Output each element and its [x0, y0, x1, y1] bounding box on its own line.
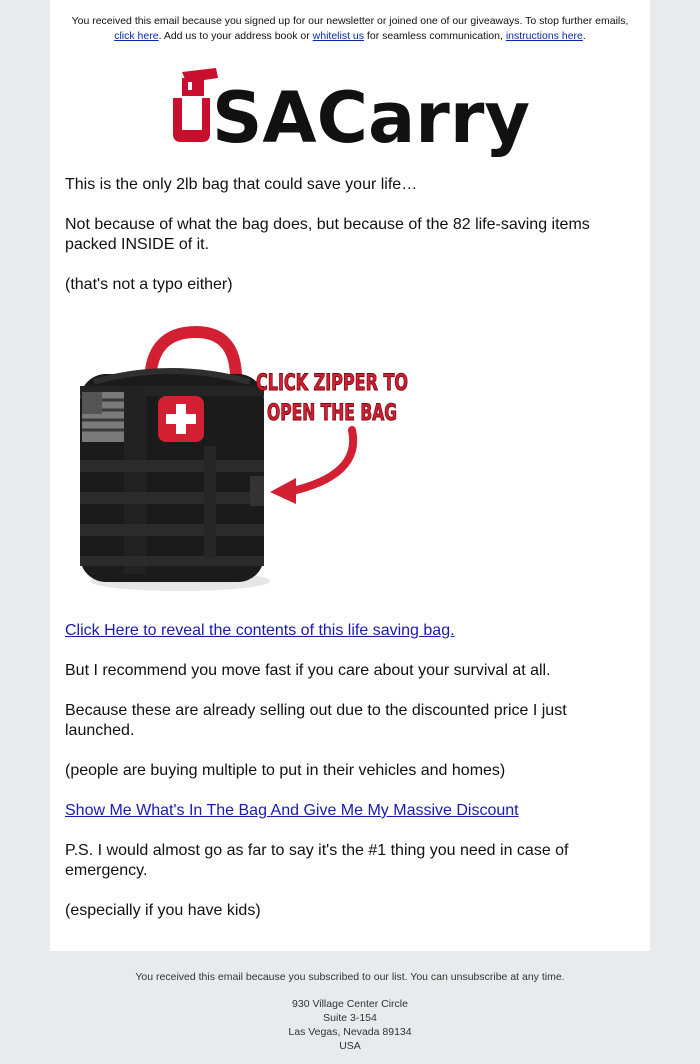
address-line: Las Vegas, Nevada 89134 [288, 1026, 412, 1038]
logo-wordmark: SACarry [212, 77, 530, 159]
red-arrow-icon [288, 430, 353, 492]
preheader-text: for seamless communication, [364, 29, 506, 42]
preheader-text: . [582, 29, 586, 42]
address-line: Suite 3-154 [323, 1012, 377, 1024]
zipper-caption-line2: OPEN THE BAG [267, 401, 397, 426]
whitelist-link[interactable]: whitelist us [312, 29, 365, 42]
bag-illustration [70, 326, 430, 598]
preheader-text: . Add us to your address book or [158, 29, 313, 42]
preheader-text: You received this email because you signed up for our newsletter or joined one of our giveaways. To stop further emails, [71, 15, 629, 27]
usacarry-logo[interactable] [170, 68, 532, 159]
buying-multiple-paragraph: (people are buying multiple to put in their vehicles and homes) [65, 762, 506, 779]
molle-strap [124, 388, 146, 574]
bag-product-image[interactable] [70, 326, 430, 598]
zipper-caption-line1: CLICK ZIPPER TO [256, 371, 408, 396]
selling-out-paragraph: Because these are already selling out due to the discounted price I just launched. [65, 702, 567, 739]
logo-graphic [170, 68, 532, 159]
move-fast-paragraph: But I recommend you move fast if you care about your survival at all. [65, 662, 551, 679]
intro-paragraph: This is the only 2lb bag that could save your life… [65, 176, 418, 193]
address-line: USA [339, 1040, 361, 1052]
kids-paragraph: (especially if you have kids) [65, 902, 261, 919]
reveal-contents-link[interactable]: Click Here to reveal the contents of this life saving bag. [65, 622, 455, 639]
typo-paragraph: (that's not a typo either) [65, 276, 233, 293]
preheader-notice [66, 14, 634, 43]
zipper-pull [250, 476, 264, 506]
footer-notice: You received this email because you subscribed to our list. You can unsubscribe at any time. [135, 971, 565, 983]
logo-pistol-icon [173, 98, 210, 142]
address-line: 930 Village Center Circle [292, 998, 408, 1010]
footer-address [50, 997, 650, 1053]
discount-link[interactable]: Show Me What's In The Bag And Give Me My Massive Discount [65, 802, 519, 819]
ps-paragraph: P.S. I would almost go as far to say it's the #1 thing you need in case of emergency. [65, 842, 569, 879]
items-paragraph: Not because of what the bag does, but because of the 82 life-saving items packed INSIDE of it. [65, 216, 590, 253]
unsubscribe-link[interactable]: click here [114, 29, 159, 42]
instructions-link[interactable]: instructions here [505, 29, 583, 42]
